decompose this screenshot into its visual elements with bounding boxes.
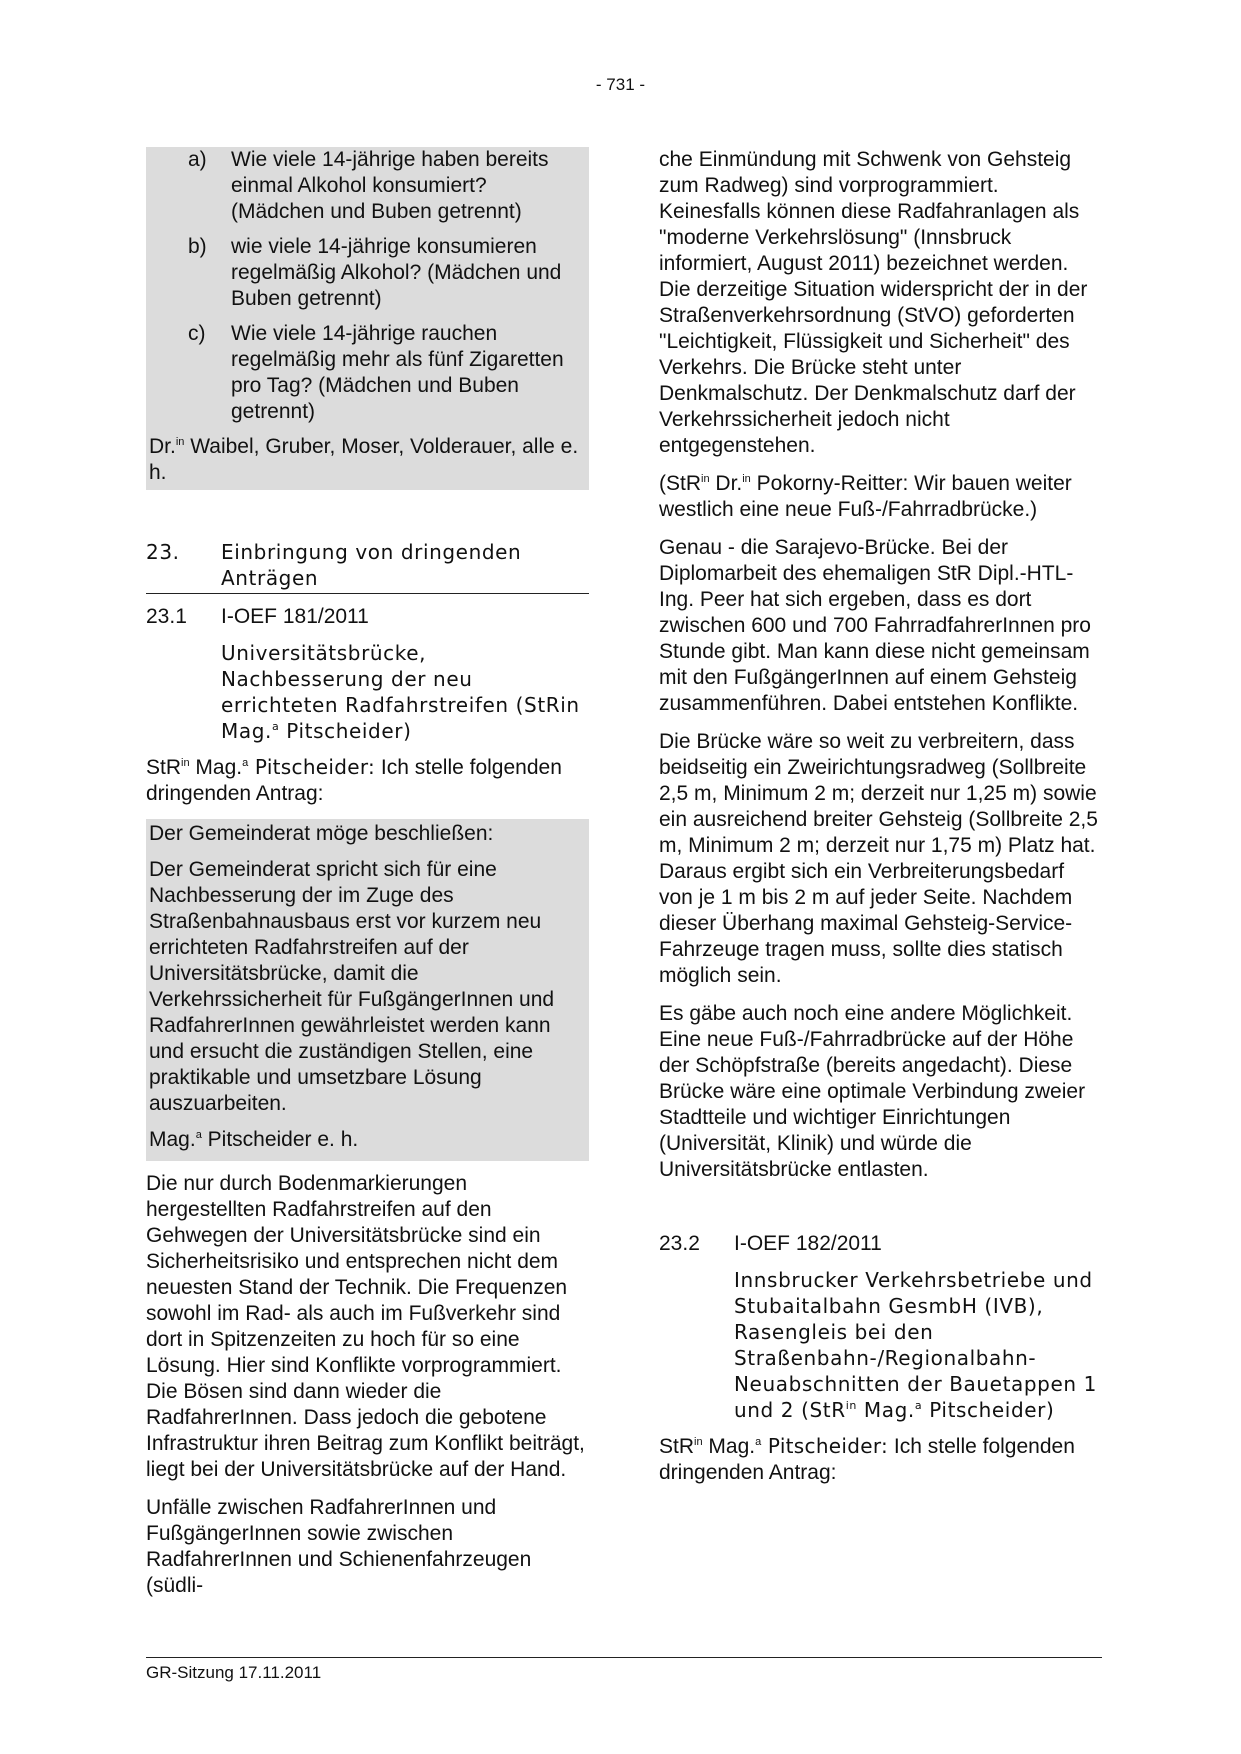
superscript: a bbox=[195, 1129, 202, 1141]
superscript: a bbox=[755, 1436, 762, 1448]
signature-name: Pitscheider e. h. bbox=[201, 1128, 359, 1151]
paragraph: che Einmündung mit Schwenk von Gehsteig zum Radweg) sind vorprogrammiert. Keinesfalls können diese Radfahranlagen als "moderne Verkehrslösung" (Innsbruck informiert, August 2011) bezeichnet werden. Die derzeitige Situation widerspricht der in der Straßenverkehrsordnung (StVO) geforderten "Leichtigkeit, Flüssigkeit und Sicherheit" des Verkehrs. Die Brücke steht unter Denkmalschutz. Der Denkmalschutz darf der Verkehrssicherheit jedoch nicht entgegenstehen. bbox=[659, 148, 1088, 457]
interjection-text: Pokorny-Reitter: Wir bauen weiter westlich eine neue Fuß-/Fahrradbrücke.) bbox=[659, 472, 1072, 521]
item-title-end: Pitscheider) bbox=[279, 719, 412, 743]
superscript: in bbox=[181, 757, 190, 769]
question-item bbox=[146, 234, 589, 312]
speaker-title: StR bbox=[659, 1435, 695, 1458]
motion-head: Der Gemeinderat möge beschließen: bbox=[149, 822, 494, 845]
question-box bbox=[146, 147, 589, 490]
paragraph: Unfälle zwischen RadfahrerInnen und FußgängerInnen sowie zwischen RadfahrerInnen und Schienenfahrzeugen (südli- bbox=[146, 1496, 532, 1597]
superscript: in bbox=[701, 473, 710, 485]
section-heading bbox=[146, 539, 589, 594]
item-title-text: Innsbrucker Verkehrsbetriebe und Stubaitalbahn GesmbH (IVB), Rasengleis bei den Straßenbahn-/Regionalbahn-Neuabschnitten der Bauetappen 1 und 2 (StR bbox=[734, 1268, 1097, 1422]
question-text: Wie viele 14-jährige rauchen regelmäßig mehr als fünf Zigaretten pro Tag? (Mädchen und Buben getrennt) bbox=[231, 322, 564, 423]
question-text: Wie viele 14-jährige haben bereits einmal Alkohol konsumiert? (Mädchen und Buben getrennt) bbox=[231, 148, 549, 223]
question-item bbox=[146, 147, 589, 225]
paragraph: Genau - die Sarajevo-Brücke. Bei der Diplomarbeit des ehemaligen StR Dipl.-HTL-Ing. Peer hat sich ergeben, dass es dort zwischen 600 und 700 FahrradfahrerInnen pro Stunde gibt. Man kann diese nicht gemeinsam mit den FußgängerInnen auf einem Gehsteig zusammenführen. Dabei entstehen Konflikte. bbox=[659, 536, 1091, 715]
speaker-name: Pitscheider: bbox=[761, 1434, 889, 1458]
superscript: in bbox=[845, 1399, 857, 1412]
item-title-mid: Mag. bbox=[856, 1398, 915, 1422]
paragraph: Die nur durch Bodenmarkierungen hergestellten Radfahrstreifen auf den Gehwegen der Universitätsbrücke sind ein Sicherheitsrisiko und entsprechen nicht dem neuesten Stand der Technik. Die Frequenzen sowohl im Rad- als auch im Fußverkehr sind dort in Spitzenzeiten zu hoch für so eine Lösung. Hier sind Konflikte vorprogrammiert. Die Bösen sind dann wieder die RadfahrerInnen. Dass jedoch die gebotene Infrastruktur ihren Beitrag zum Konflikt beiträgt, liegt bei der Universitätsbrücke auf der Hand. bbox=[146, 1172, 585, 1481]
motion-intro bbox=[146, 754, 589, 807]
signature-title: Mag. bbox=[149, 1128, 196, 1151]
paragraph: Es gäbe auch noch eine andere Möglichkeit. Eine neue Fuß-/Fahrradbrücke auf der Höhe der Schöpfstraße (bereits angedacht). Diese Brücke wäre eine optimale Verbindung zweier Stadtteile und wichtiger Einrichtungen (Universität, Klinik) und würde die Universitätsbrücke entlasten. bbox=[659, 1002, 1086, 1181]
item-heading bbox=[146, 604, 589, 630]
intro-text: Ich stelle folgenden dringenden Antrag: bbox=[659, 1435, 1075, 1484]
superscript: a bbox=[242, 757, 249, 769]
signer-names: Waibel, Gruber, Moser, Volderauer, alle e. h. bbox=[149, 435, 579, 484]
item-code: I-OEF 182/2011 bbox=[734, 1232, 882, 1255]
item-number: 23.1 bbox=[146, 605, 187, 628]
question-label: a) bbox=[188, 148, 207, 171]
item-heading bbox=[659, 1231, 1102, 1257]
section-title: Einbringung von dringenden Anträgen bbox=[221, 540, 522, 590]
superscript: a bbox=[271, 720, 280, 733]
motion-signature bbox=[146, 1125, 589, 1161]
signer-title: Dr. bbox=[149, 435, 176, 458]
speaker-name: Pitscheider: bbox=[248, 755, 376, 779]
paragraph: Die Brücke wäre so weit zu verbreitern, dass beidseitig ein Zweirichtungsradweg (Sollbreite 2,5 m, Minimum 2 m; derzeit nur 1,25 m) sowie ein ausreichend breiter Gehsteig (Sollbreite 2,5 m, Minimum 2 m; derzeit nur 1,75 m) Platz hat. Daraus ergibt sich ein Verbreiterungsbedarf von je 1 m bis 2 m auf jeder Seite. Nachdem dieser Überhang maximal Gehsteig-Service-Fahrzeuge tragen muss, sollte dies statisch möglich sein. bbox=[659, 730, 1098, 987]
motion-box bbox=[146, 819, 589, 1161]
superscript: a bbox=[914, 1399, 923, 1412]
interjection-title: Dr. bbox=[709, 472, 743, 495]
item-title-text: Universitätsbrücke, Nachbesserung der neu errichteten Radfahrstreifen (StRin Mag. bbox=[221, 641, 580, 743]
superscript: in bbox=[742, 473, 751, 485]
motion-body: Der Gemeinderat spricht sich für eine Nachbesserung der im Zuge des Straßenbahnausbaus erst vor kurzem neu errichteten Radfahrstreifen auf der Universitätsbrücke, damit die Verkehrssicherheit für FußgängerInnen und RadfahrerInnen gewährleistet werden kann und ersucht die zuständigen Stellen, eine praktikable und umsetzbare Lösung auszuarbeiten. bbox=[149, 858, 555, 1115]
question-item bbox=[146, 321, 589, 425]
speaker-title: Mag. bbox=[189, 756, 243, 779]
section-number: 23. bbox=[146, 540, 180, 564]
interjection-title: (StR bbox=[659, 472, 701, 495]
question-text: wie viele 14-jährige konsumieren regelmäßig Alkohol? (Mädchen und Buben getrennt) bbox=[231, 235, 562, 310]
intro-text: Ich stelle folgenden dringenden Antrag: bbox=[146, 756, 562, 805]
speaker-title: StR bbox=[146, 756, 182, 779]
item-number: 23.2 bbox=[659, 1232, 700, 1255]
right-column bbox=[659, 147, 1102, 1498]
question-label: b) bbox=[188, 235, 207, 258]
item-title bbox=[734, 1267, 1102, 1423]
question-label: c) bbox=[188, 322, 206, 345]
superscript: in bbox=[175, 436, 185, 448]
left-column bbox=[146, 147, 589, 1611]
motion-intro bbox=[659, 1433, 1102, 1486]
item-code: I-OEF 181/2011 bbox=[221, 605, 369, 628]
item-title-end: Pitscheider) bbox=[922, 1398, 1055, 1422]
footer-text: GR-Sitzung 17.11.2011 bbox=[146, 1663, 322, 1682]
item-title bbox=[221, 640, 589, 744]
speaker-title: Mag. bbox=[702, 1435, 756, 1458]
interjection bbox=[659, 471, 1102, 523]
footer-divider bbox=[146, 1657, 1102, 1658]
signers bbox=[146, 434, 589, 486]
page-number: - 731 - bbox=[595, 75, 646, 94]
superscript: in bbox=[694, 1436, 703, 1448]
